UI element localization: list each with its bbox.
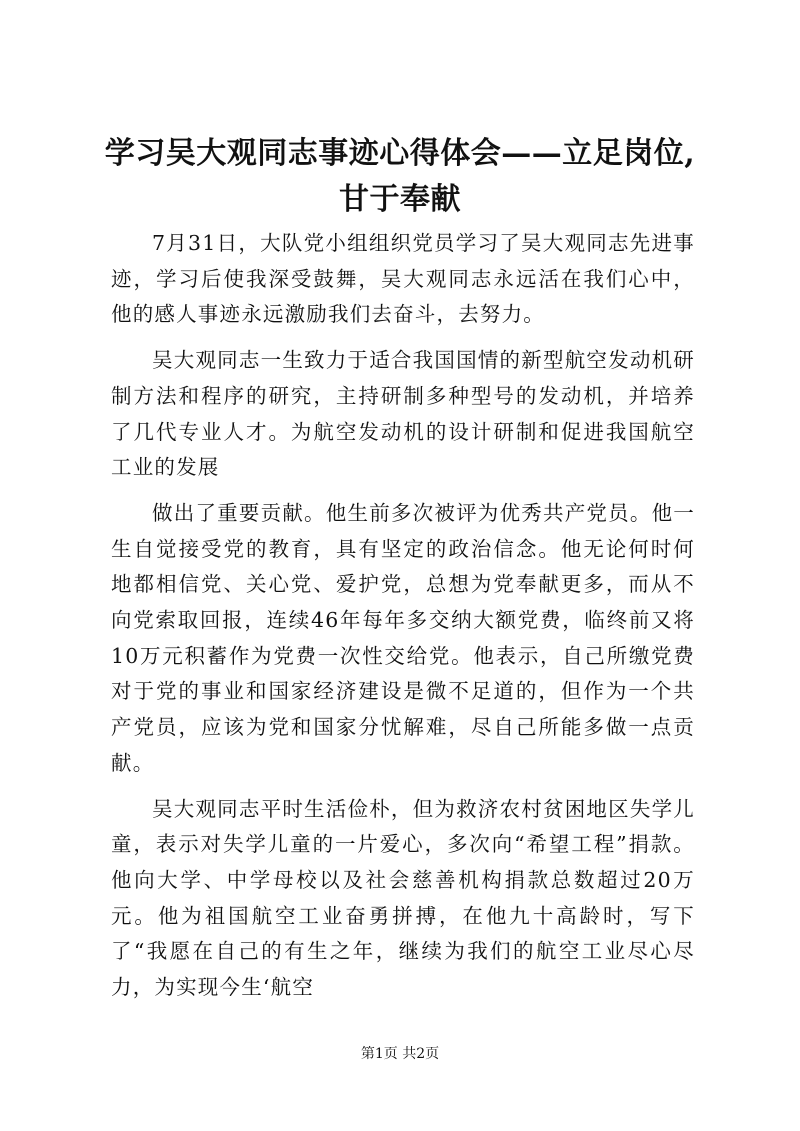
page-footer — [0, 1044, 800, 1064]
title-line-2: 甘于奉献 — [339, 182, 461, 217]
page-number: 第1页 共2页 — [360, 1046, 440, 1062]
title-line-1: 学习吴大观同志事迹心得体会——立足岗位, — [104, 136, 696, 171]
paragraph: 吴大观同志平时生活俭朴，但为救济农村贫困地区失学儿童，表示对失学儿童的一片爱心，多次向“希望工程”捐款。他向大学、中学母校以及社会慈善机构捐款总数超过20万元。他为祖国航空工业奋勇拼搏，在他九十高龄时，写下了“我愿在自己的有生之年，继续为我们的航空工业尽心尽力，为实现今生‘航空 — [111, 796, 695, 1000]
paragraph: 做出了重要贡献。他生前多次被评为优秀共产党员。他一生自觉接受党的教育，具有坚定的政治信念。他无论何时何地都相信党、关心党、爱护党，总想为党奉献更多，而从不向党索取回报，连续46年每年多交纳大额党费，临终前又将10万元积蓄作为党费一次性交给党。他表示，自己所缴党费对于党的事业和国家经济建设是微不足道的，但作为一个共产党员，应该为党和国家分忧解难，尽自己所能多做一点贡献。 — [111, 500, 695, 775]
document-title — [100, 131, 700, 223]
document-body — [111, 226, 695, 1016]
paragraph: 吴大观同志一生致力于适合我国国情的新型航空发动机研制方法和程序的研究，主持研制多种型号的发动机，并培养了几代专业人才。为航空发动机的设计研制和促进我国航空工业的发展 — [111, 348, 695, 480]
paragraph: 7月31日，大队党小组组织党员学习了吴大观同志先进事迹，学习后使我深受鼓舞，吴大观同志永远活在我们心中，他的感人事迹永远激励我们去奋斗，去努力。 — [111, 231, 695, 327]
